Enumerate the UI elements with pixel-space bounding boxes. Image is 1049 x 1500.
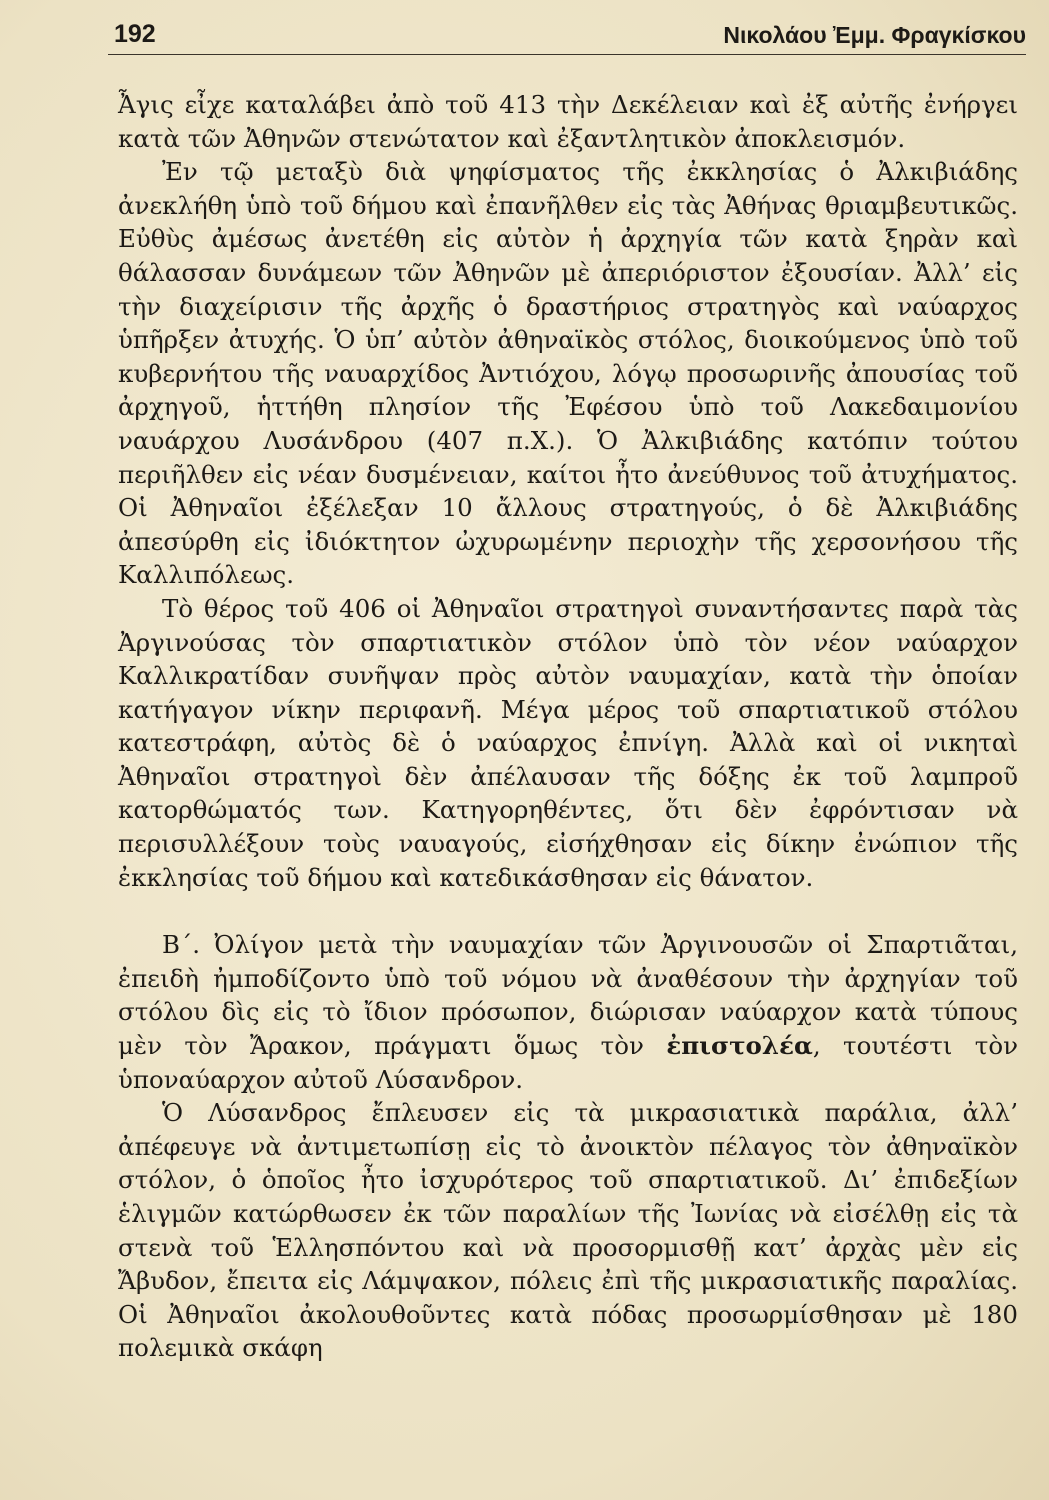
- paragraph-1: Ἆγις εἶχε καταλάβει ἀπὸ τοῦ 413 τὴν Δεκέλειαν καὶ ἐξ αὐτῆς ἐνήργει κατὰ τῶν Ἀθηνῶν στενώτατον καὶ ἐξαντλητικὸν ἀποκλεισμόν.: [118, 90, 1018, 153]
- running-head: Νικολάου Ἐμμ. Φραγκίσκου: [723, 22, 1026, 48]
- page-number: 192: [114, 20, 156, 48]
- paragraph-3: Τὸ θέρος τοῦ 406 οἱ Ἀθηναῖοι στρατηγοὶ συναντήσαντες παρὰ τὰς Ἀργινούσας τὸν σπαρτιατικὸν στόλον ὑπὸ τὸν νέον ναύαρχον Καλλικρατίδαν συνῆψαν πρὸς αὐτὸν ναυμαχίαν, κατὰ τὴν ὁποίαν κατήγαγον νίκην περιφανῆ. Μέγα μέρος τοῦ σπαρτιατικοῦ στόλου κατεστράφη, αὐτὸς δὲ ὁ ναύαρχος ἐπνίγη. Ἀλλὰ καὶ οἱ νικηταὶ Ἀθηναῖοι στρατηγοὶ δὲν ἀπέλαυσαν τῆς δόξης ἐκ τοῦ λαμπροῦ κατορθώματός των. Κατηγορηθέντες, ὅτι δὲν ἐφρόντισαν νὰ περισυλλέξουν τοὺς ναυαγούς, εἰσήχθησαν εἰς δίκην ἐνώπιον τῆς ἐκκλησίας τοῦ δήμου καὶ κατεδικάσθησαν εἰς θάνατον.: [118, 593, 1018, 892]
- paragraph-4-text-b: , τουτέστι τὸν ὑποναύαρχον αὐτοῦ Λύσανδρον.: [118, 1031, 1019, 1094]
- paragraph-4-text-a: Β΄. Ὀλίγον μετὰ τὴν ναυμαχίαν τῶν Ἀργινουσῶν οἱ Σπαρτιᾶται, ἐπειδὴ ἠμποδίζοντο ὑπὸ τοῦ νόμου νὰ ἀναθέσουν τὴν ἀρχηγίαν τοῦ στόλου δὶς εἰς τὸ ἴδιον πρόσωπον, διώρισαν ναύαρχον κατὰ τύπους μὲν τὸν Ἄρακον, πράγματι ὅμως τὸν: [118, 930, 1018, 1061]
- body-text: [118, 88, 1018, 1365]
- paragraph-4: [118, 928, 1018, 1096]
- header-rule: [108, 54, 1026, 55]
- paragraph-5: Ὁ Λύσανδρος ἔπλευσεν εἰς τὰ μικρασιατικὰ παράλια, ἀλλ’ ἀπέφευγε νὰ ἀντιμετωπίσῃ εἰς τὸ ἀνοικτὸν πέλαγος τὸν ἀθηναϊκὸν στόλον, ὁ ὁποῖος ἦτο ἰσχυρότερος τοῦ σπαρτιατικοῦ. Δι’ ἐπιδεξίων ἑλιγμῶν κατώρθωσεν ἐκ τῶν παραλίων τῆς Ἰωνίας νὰ εἰσέλθῃ εἰς τὰ στενὰ τοῦ Ἑλλησπόντου καὶ νὰ προσορμισθῇ κατ’ ἀρχὰς μὲν εἰς Ἄβυδον, ἔπειτα εἰς Λάμψακον, πόλεις ἐπὶ τῆς μικρασιατικῆς παραλίας. Οἱ Ἀθηναῖοι ἀκολουθοῦντες κατὰ πόδας προσωρμίσθησαν μὲ 180 πολεμικὰ σκάφη: [118, 1098, 1018, 1363]
- emphasized-term: ἐπιστολέα: [666, 1031, 813, 1061]
- paragraph-2: Ἐν τῷ μεταξὺ διὰ ψηφίσματος τῆς ἐκκλησίας ὁ Ἀλκιβιάδης ἀνεκλήθη ὑπὸ τοῦ δήμου καὶ ἐπανῆλθεν εἰς τὰς Ἀθήνας θριαμβευτικῶς. Εὐθὺς ἀμέσως ἀνετέθη εἰς αὐτὸν ἡ ἀρχηγία τῶν κατὰ ξηρὰν καὶ θάλασσαν δυνάμεων τῶν Ἀθηνῶν μὲ ἀπεριόριστον ἐξουσίαν. Ἀλλ’ εἰς τὴν διαχείρισιν τῆς ἀρχῆς ὁ δραστήριος στρατηγὸς καὶ ναύαρχος ὑπῆρξεν ἀτυχής. Ὁ ὑπ’ αὐτὸν ἀθηναϊκὸς στόλος, διοικούμενος ὑπὸ τοῦ κυβερνήτου τῆς ναυαρχίδος Ἀντιόχου, λόγῳ προσωρινῆς ἀπουσίας τοῦ ἀρχηγοῦ, ἡττήθη πλησίον τῆς Ἐφέσου ὑπὸ τοῦ Λακεδαιμονίου ναυάρχου Λυσάνδρου (407 π.Χ.). Ὁ Ἀλκιβιάδης κατόπιν τούτου περιῆλθεν εἰς νέαν δυσμένειαν, καίτοι ἦτο ἀνεύθυνος τοῦ ἀτυχήματος. Οἱ Ἀθηναῖοι ἐξέλεξαν 10 ἄλλους στρατηγούς, ὁ δὲ Ἀλκιβιάδης ἀπεσύρθη εἰς ἰδιόκτητον ὠχυρωμένην περιοχὴν τῆς χερσονήσου τῆς Καλλιπόλεως.: [118, 157, 1018, 590]
- page-header: [108, 16, 1026, 54]
